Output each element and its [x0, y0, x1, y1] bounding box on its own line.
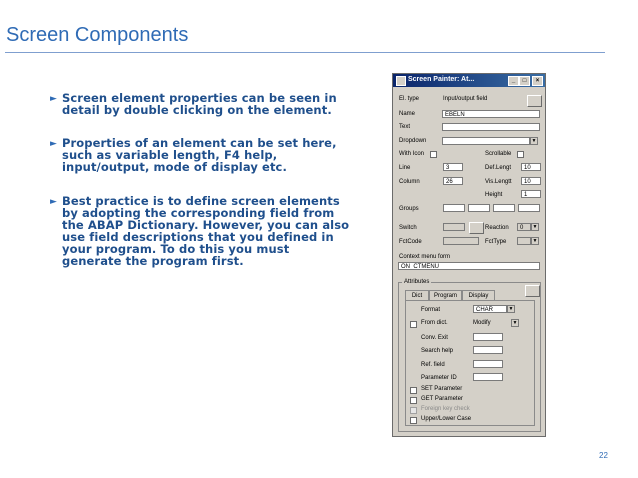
scrollable-label: Scrollable [485, 151, 512, 157]
vis-length-label: Vis.Lengtt [485, 179, 512, 185]
fcttype-select[interactable] [517, 237, 531, 245]
group-2-input[interactable] [468, 204, 490, 212]
bullet-list [50, 92, 350, 267]
height-label: Height [485, 192, 503, 198]
context-menu-input[interactable]: ON_CTMENU_ [398, 262, 540, 270]
column-label: Column [399, 179, 420, 185]
fctcode-label: FctCode [399, 239, 422, 245]
set-parameter-checkbox[interactable] [410, 387, 417, 394]
format-select[interactable]: CHAR [473, 305, 507, 313]
vis-length-input[interactable]: 10 [521, 177, 541, 185]
conv-exit-input[interactable] [473, 333, 503, 341]
maximize-button[interactable]: □ [519, 76, 530, 86]
text-input[interactable]: _________ [442, 123, 540, 131]
reaction-label: Reaction [485, 225, 509, 231]
window-title: Screen Painter: At... [408, 76, 475, 83]
fcttype-label: FctType [485, 239, 507, 245]
el-type-icon-button[interactable] [527, 95, 542, 107]
from-dict-mode: Modify [473, 320, 491, 326]
tab-program[interactable]: Program [429, 290, 462, 300]
name-label: Name [399, 111, 416, 117]
def-length-label: Def.Lengt [485, 165, 512, 171]
title-divider [5, 52, 605, 53]
chevron-down-icon[interactable]: ▼ [532, 238, 538, 244]
context-menu-label: Context menu form [399, 254, 451, 260]
app-icon [396, 76, 406, 86]
format-label: Format [421, 307, 441, 313]
attributes-label: Attributes [404, 279, 430, 285]
from-dict-checkbox[interactable] [410, 321, 417, 328]
height-input[interactable]: 1 [521, 190, 541, 198]
groups-label: Groups [399, 206, 419, 212]
get-parameter-label: GET Parameter [421, 396, 463, 402]
get-parameter-checkbox[interactable] [410, 397, 417, 404]
arrow-right-icon[interactable] [525, 285, 540, 297]
from-dict-label: From dict. [421, 320, 448, 326]
conv-exit-label: Conv. Exit [421, 335, 448, 341]
bullet-text: Screen element properties can be seen in detail by double clicking on the element. [62, 91, 337, 117]
ref-field-input[interactable] [473, 360, 503, 368]
ref-field-label: Ref. field [421, 362, 445, 368]
group-3-input[interactable] [493, 204, 515, 212]
switch-label: Switch [399, 225, 417, 231]
bullet-arrow-icon: ► [50, 139, 58, 149]
bullet-item [50, 92, 350, 116]
tab-display[interactable]: Display [462, 290, 495, 300]
with-icon-checkbox[interactable] [430, 151, 437, 158]
dropdown-label: Dropdown [399, 138, 427, 144]
search-help-label: Search help [421, 348, 454, 354]
upper-lower-checkbox[interactable] [410, 417, 417, 424]
scrollable-checkbox[interactable] [517, 151, 524, 158]
foreign-key-label: Foreign key check [421, 406, 470, 412]
minimize-button[interactable]: _ [508, 76, 519, 86]
search-help-icon[interactable] [469, 222, 484, 234]
dropdown-select[interactable] [442, 137, 530, 145]
fctcode-input[interactable] [443, 237, 479, 245]
screen-painter-window [392, 73, 546, 437]
text-label: Text [399, 124, 411, 130]
window-titlebar[interactable] [393, 74, 545, 87]
bullet-text: Properties of an element can be set here, such as variable length, F4 help, input/output, mode of display etc. [62, 136, 337, 174]
group-4-input[interactable] [518, 204, 540, 212]
reaction-select[interactable]: 0 [517, 223, 531, 231]
name-input[interactable]: EBELN [442, 110, 540, 118]
bullet-arrow-icon: ► [50, 197, 58, 207]
chevron-down-icon[interactable]: ▼ [508, 306, 514, 312]
chevron-down-icon[interactable]: ▼ [531, 138, 537, 144]
el-type-label: El. type [399, 96, 420, 102]
bullet-arrow-icon: ► [50, 94, 58, 104]
def-length-input[interactable]: 10 [521, 163, 541, 171]
chevron-down-icon[interactable]: ▼ [532, 224, 538, 230]
line-label: Line [399, 165, 411, 171]
parameter-id-input[interactable] [473, 373, 503, 381]
slide-title: Screen Components [6, 24, 189, 46]
with-icon-label: With Icon [399, 151, 425, 157]
line-input[interactable]: 3 [443, 163, 463, 171]
group-1-input[interactable] [443, 204, 465, 212]
el-type-value: Input/output field [443, 96, 488, 102]
tab-dict[interactable]: Dict [405, 290, 429, 300]
set-parameter-label: SET Parameter [421, 386, 463, 392]
parameter-id-label: Parameter ID [421, 375, 457, 381]
chevron-down-icon[interactable]: ▼ [512, 320, 518, 326]
bullet-item [50, 137, 350, 173]
search-help-input[interactable] [473, 346, 503, 354]
bullet-text: Best practice is to define screen elements by adopting the corresponding field from the ABAP Dictionary. However, you can also use field descriptions that you defined in your program. To do this you must generate the program first. [62, 194, 350, 268]
close-button[interactable]: × [532, 76, 543, 86]
page-number: 22 [599, 451, 608, 460]
column-input[interactable]: 26 [443, 177, 463, 185]
upper-lower-label: Upper/Lower Case [421, 416, 472, 422]
bullet-item [50, 195, 350, 267]
foreign-key-checkbox[interactable] [410, 407, 417, 414]
switch-input[interactable] [443, 223, 465, 231]
